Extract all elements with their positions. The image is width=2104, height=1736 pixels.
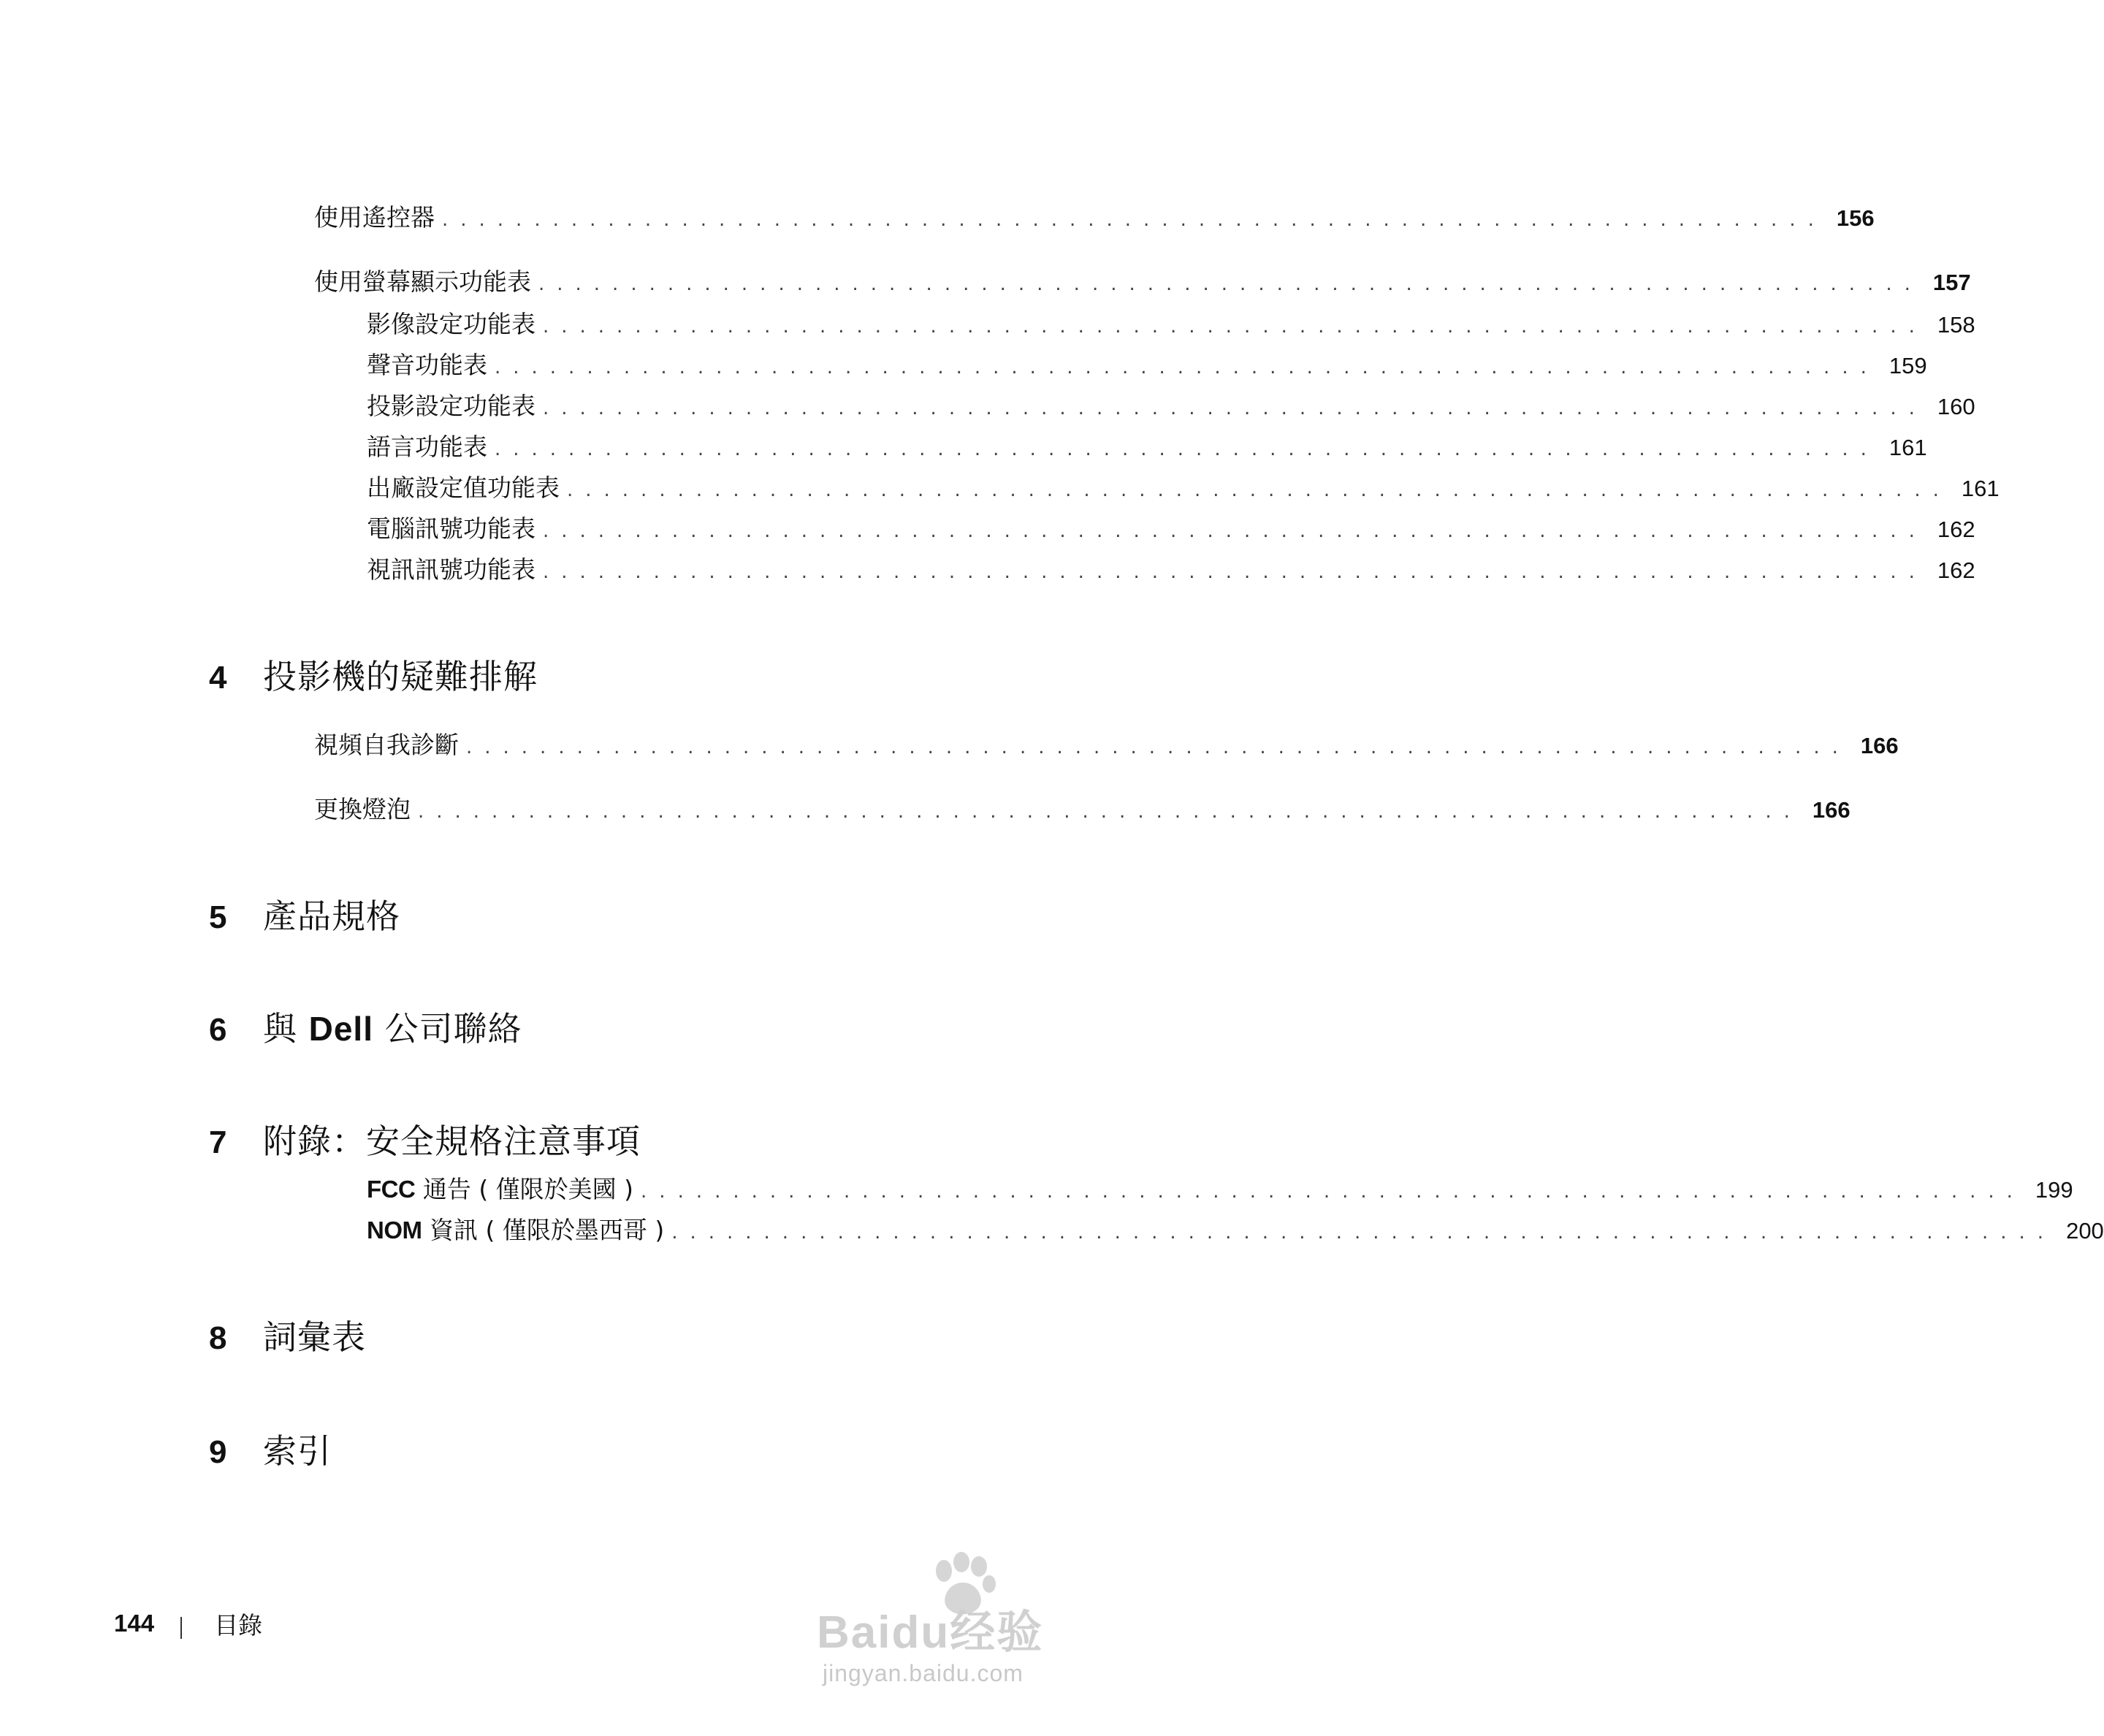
toc-subentry[interactable] — [367, 514, 1975, 546]
toc-entry-label: 更換燈泡 — [314, 795, 411, 823]
toc-subentry[interactable] — [367, 555, 1975, 587]
toc-entry-lead: NOM — [367, 1217, 422, 1244]
footer-section-title: 目錄 — [214, 1610, 263, 1640]
chapter-title — [263, 1008, 522, 1049]
toc-entry-page: 156 — [1836, 205, 1875, 231]
toc-entry-label: 視訊訊號功能表 — [367, 555, 535, 584]
chapter-title-prefix: 與 — [263, 1009, 297, 1048]
toc-entry-page: 166 — [1860, 733, 1899, 758]
toc-entry-page: 157 — [1932, 270, 1971, 295]
watermark-url: jingyan.baidu.com — [823, 1660, 1024, 1686]
dot-leader: ........................................................................... — [495, 438, 1879, 460]
toc-entry[interactable] — [314, 795, 1850, 826]
toc-entry-page: 161 — [1961, 476, 2000, 501]
chapter-title: 索引 — [263, 1431, 332, 1471]
chapter-title: 詞彙表 — [263, 1317, 366, 1357]
toc-entry-page: 161 — [1888, 435, 1927, 460]
dot-leader: ........................................................................... — [543, 561, 1927, 583]
chapter-number: 6 — [209, 1012, 227, 1048]
page-footer — [114, 1607, 262, 1640]
dot-leader: ........................................................................... — [567, 479, 1951, 501]
toc-entry[interactable] — [314, 731, 1899, 762]
toc-entry-text: 資訊 ( 僅限於墨西哥 ) — [430, 1216, 665, 1244]
chapter-number: 4 — [209, 660, 227, 696]
footer-page-number: 144 — [114, 1610, 155, 1637]
toc-entry-label: 使用螢幕顯示功能表 — [314, 267, 531, 296]
dot-leader: ........................................................................... — [641, 1181, 2025, 1203]
dot-leader: ........................................................................... — [543, 520, 1927, 542]
toc-entry-label: 視頻自我診斷 — [314, 731, 459, 759]
chapter-heading[interactable] — [209, 1121, 641, 1163]
chapter-number: 7 — [209, 1124, 227, 1160]
toc-subentry[interactable] — [367, 392, 1975, 423]
toc-subentry[interactable] — [367, 1216, 2104, 1247]
chapter-number: 5 — [209, 899, 227, 935]
chapter-heading[interactable] — [209, 1431, 332, 1473]
toc-entry-page: 199 — [2035, 1177, 2073, 1203]
toc-entry-page: 159 — [1888, 353, 1927, 378]
toc-subentry[interactable] — [367, 433, 1927, 464]
toc-entry-label: 投影設定功能表 — [367, 392, 535, 420]
toc-entry-label: 聲音功能表 — [367, 351, 487, 379]
toc-subentry[interactable] — [367, 351, 1927, 382]
dot-leader: ........................................................................... — [671, 1222, 2057, 1244]
chapter-heading[interactable] — [209, 896, 400, 938]
toc-entry-label: 出廠設定值功能表 — [367, 473, 560, 502]
baidu-watermark — [817, 1552, 1080, 1691]
toc-entry-page: 162 — [1937, 517, 1975, 542]
chapter-heading[interactable] — [209, 656, 538, 698]
toc-subentry[interactable] — [367, 310, 1975, 341]
dot-leader: ........................................................................... — [442, 209, 1826, 231]
toc-entry-label: 語言功能表 — [367, 433, 487, 461]
toc-subentry[interactable] — [367, 1175, 2073, 1206]
dot-leader: ........................................................................... — [495, 357, 1879, 378]
toc-entry-label: 影像設定功能表 — [367, 310, 535, 338]
toc-entry-label — [367, 1216, 664, 1245]
chapter-number: 9 — [209, 1434, 227, 1470]
toc-entry-lead: FCC — [367, 1176, 416, 1203]
dot-leader: ........................................................................... — [543, 397, 1927, 419]
chapter-title: 投影機的疑難排解 — [263, 657, 538, 696]
toc-entry-page: 200 — [2066, 1218, 2104, 1244]
chapter-number: 8 — [209, 1320, 227, 1356]
watermark-logo-text: Baidu经验 — [817, 1607, 1044, 1658]
toc-entry-label — [367, 1175, 633, 1204]
toc-entry-page: 160 — [1937, 394, 1975, 419]
toc-entry-text: 通告 ( 僅限於美國 ) — [422, 1175, 634, 1203]
toc-entry-label: 電腦訊號功能表 — [367, 514, 535, 543]
footer-separator — [180, 1617, 182, 1639]
toc-entry-label: 使用遙控器 — [314, 203, 435, 232]
chapter-title-brand: Dell — [308, 1010, 373, 1048]
toc-entry-page: 158 — [1937, 312, 1975, 338]
toc-entry-page: 166 — [1812, 797, 1850, 823]
chapter-heading[interactable] — [209, 1008, 522, 1051]
chapter-title-suffix: 公司聯絡 — [384, 1009, 522, 1048]
toc-entry[interactable] — [314, 267, 1971, 299]
dot-leader: ........................................................................... — [418, 801, 1802, 823]
toc-subentry[interactable] — [367, 473, 2000, 505]
chapter-heading[interactable] — [209, 1317, 366, 1359]
chapter-title: 附錄：安全規格注意事項 — [263, 1122, 641, 1161]
dot-leader: ........................................................................... — [466, 736, 1850, 758]
toc-entry[interactable] — [314, 203, 1875, 235]
dot-leader: ........................................................................... — [543, 316, 1927, 338]
dot-leader: ........................................................................... — [538, 273, 1923, 295]
chapter-title: 產品規格 — [263, 896, 400, 936]
toc-entry-page: 162 — [1937, 557, 1975, 583]
